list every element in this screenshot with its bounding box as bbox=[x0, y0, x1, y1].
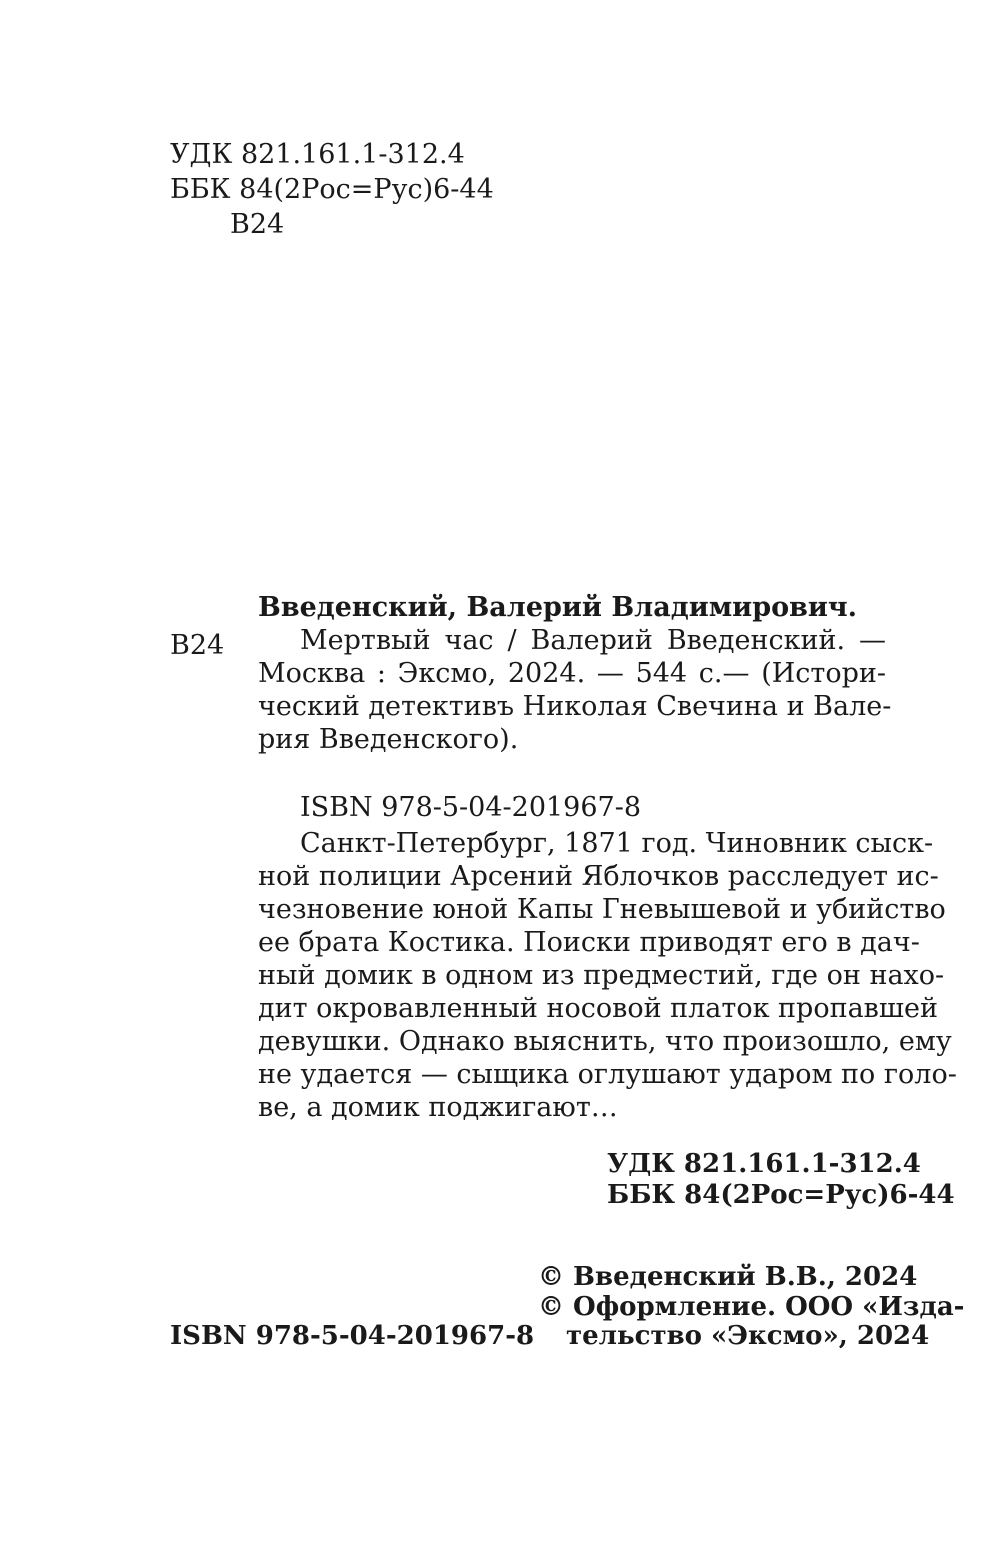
annotation-line: ее брата Костика. Поиски приводят его в дач- bbox=[258, 927, 920, 958]
entry-isbn: ISBN 978-5-04-201967-8 bbox=[300, 792, 642, 823]
copyright-line: © Введенский В.В., 2024 bbox=[538, 1262, 918, 1292]
copyright-line: © Оформление. ООО «Изда- bbox=[538, 1292, 965, 1322]
top-author-mark: В24 bbox=[230, 209, 285, 240]
annotation-line: не удается — сыщика оглушают ударом по голо- bbox=[258, 1059, 957, 1090]
annotation-line: девушки. Однако выяснить, что произошло, ему bbox=[258, 1026, 952, 1057]
annotation-line: ной полиции Арсений Яблочков расследует ис- bbox=[258, 861, 939, 892]
description-line: рия Введенского). bbox=[258, 724, 519, 755]
annotation-line: чезновение юной Капы Гневышевой и убийство bbox=[258, 894, 946, 925]
bibliographic-description bbox=[258, 624, 892, 756]
top-bbk: ББК 84(2Рос=Рус)6-44 bbox=[170, 174, 494, 205]
entry-bbk: ББК 84(2Рос=Рус)6-44 bbox=[607, 1180, 955, 1210]
author-heading: Введенский, Валерий Владимирович. bbox=[258, 592, 858, 623]
footer-isbn: ISBN 978-5-04-201967-8 bbox=[170, 1321, 535, 1351]
entry-author-mark: В24 bbox=[170, 630, 225, 661]
annotation-line: дит окровавленный носовой платок пропавшей bbox=[258, 993, 938, 1024]
annotation bbox=[258, 827, 957, 1124]
annotation-line: Санкт-Петербург, 1871 год. Чиновник сыск- bbox=[300, 828, 934, 859]
entry-udk: УДК 821.161.1-312.4 bbox=[607, 1149, 921, 1179]
annotation-line: ве, а домик поджигают… bbox=[258, 1092, 618, 1123]
top-udk: УДК 821.161.1-312.4 bbox=[170, 139, 465, 170]
copyright-line: тельство «Эксмо», 2024 bbox=[566, 1321, 930, 1351]
description-line: Мертвый час / Валерий Введенский. — bbox=[300, 625, 886, 656]
annotation-line: ный домик в одном из предместий, где он нахо- bbox=[258, 960, 945, 991]
description-line: ческий детективъ Николая Свечина и Вале- bbox=[258, 691, 892, 722]
description-line: Москва : Эксмо, 2024. — 544 с.— (Истори- bbox=[258, 658, 886, 689]
